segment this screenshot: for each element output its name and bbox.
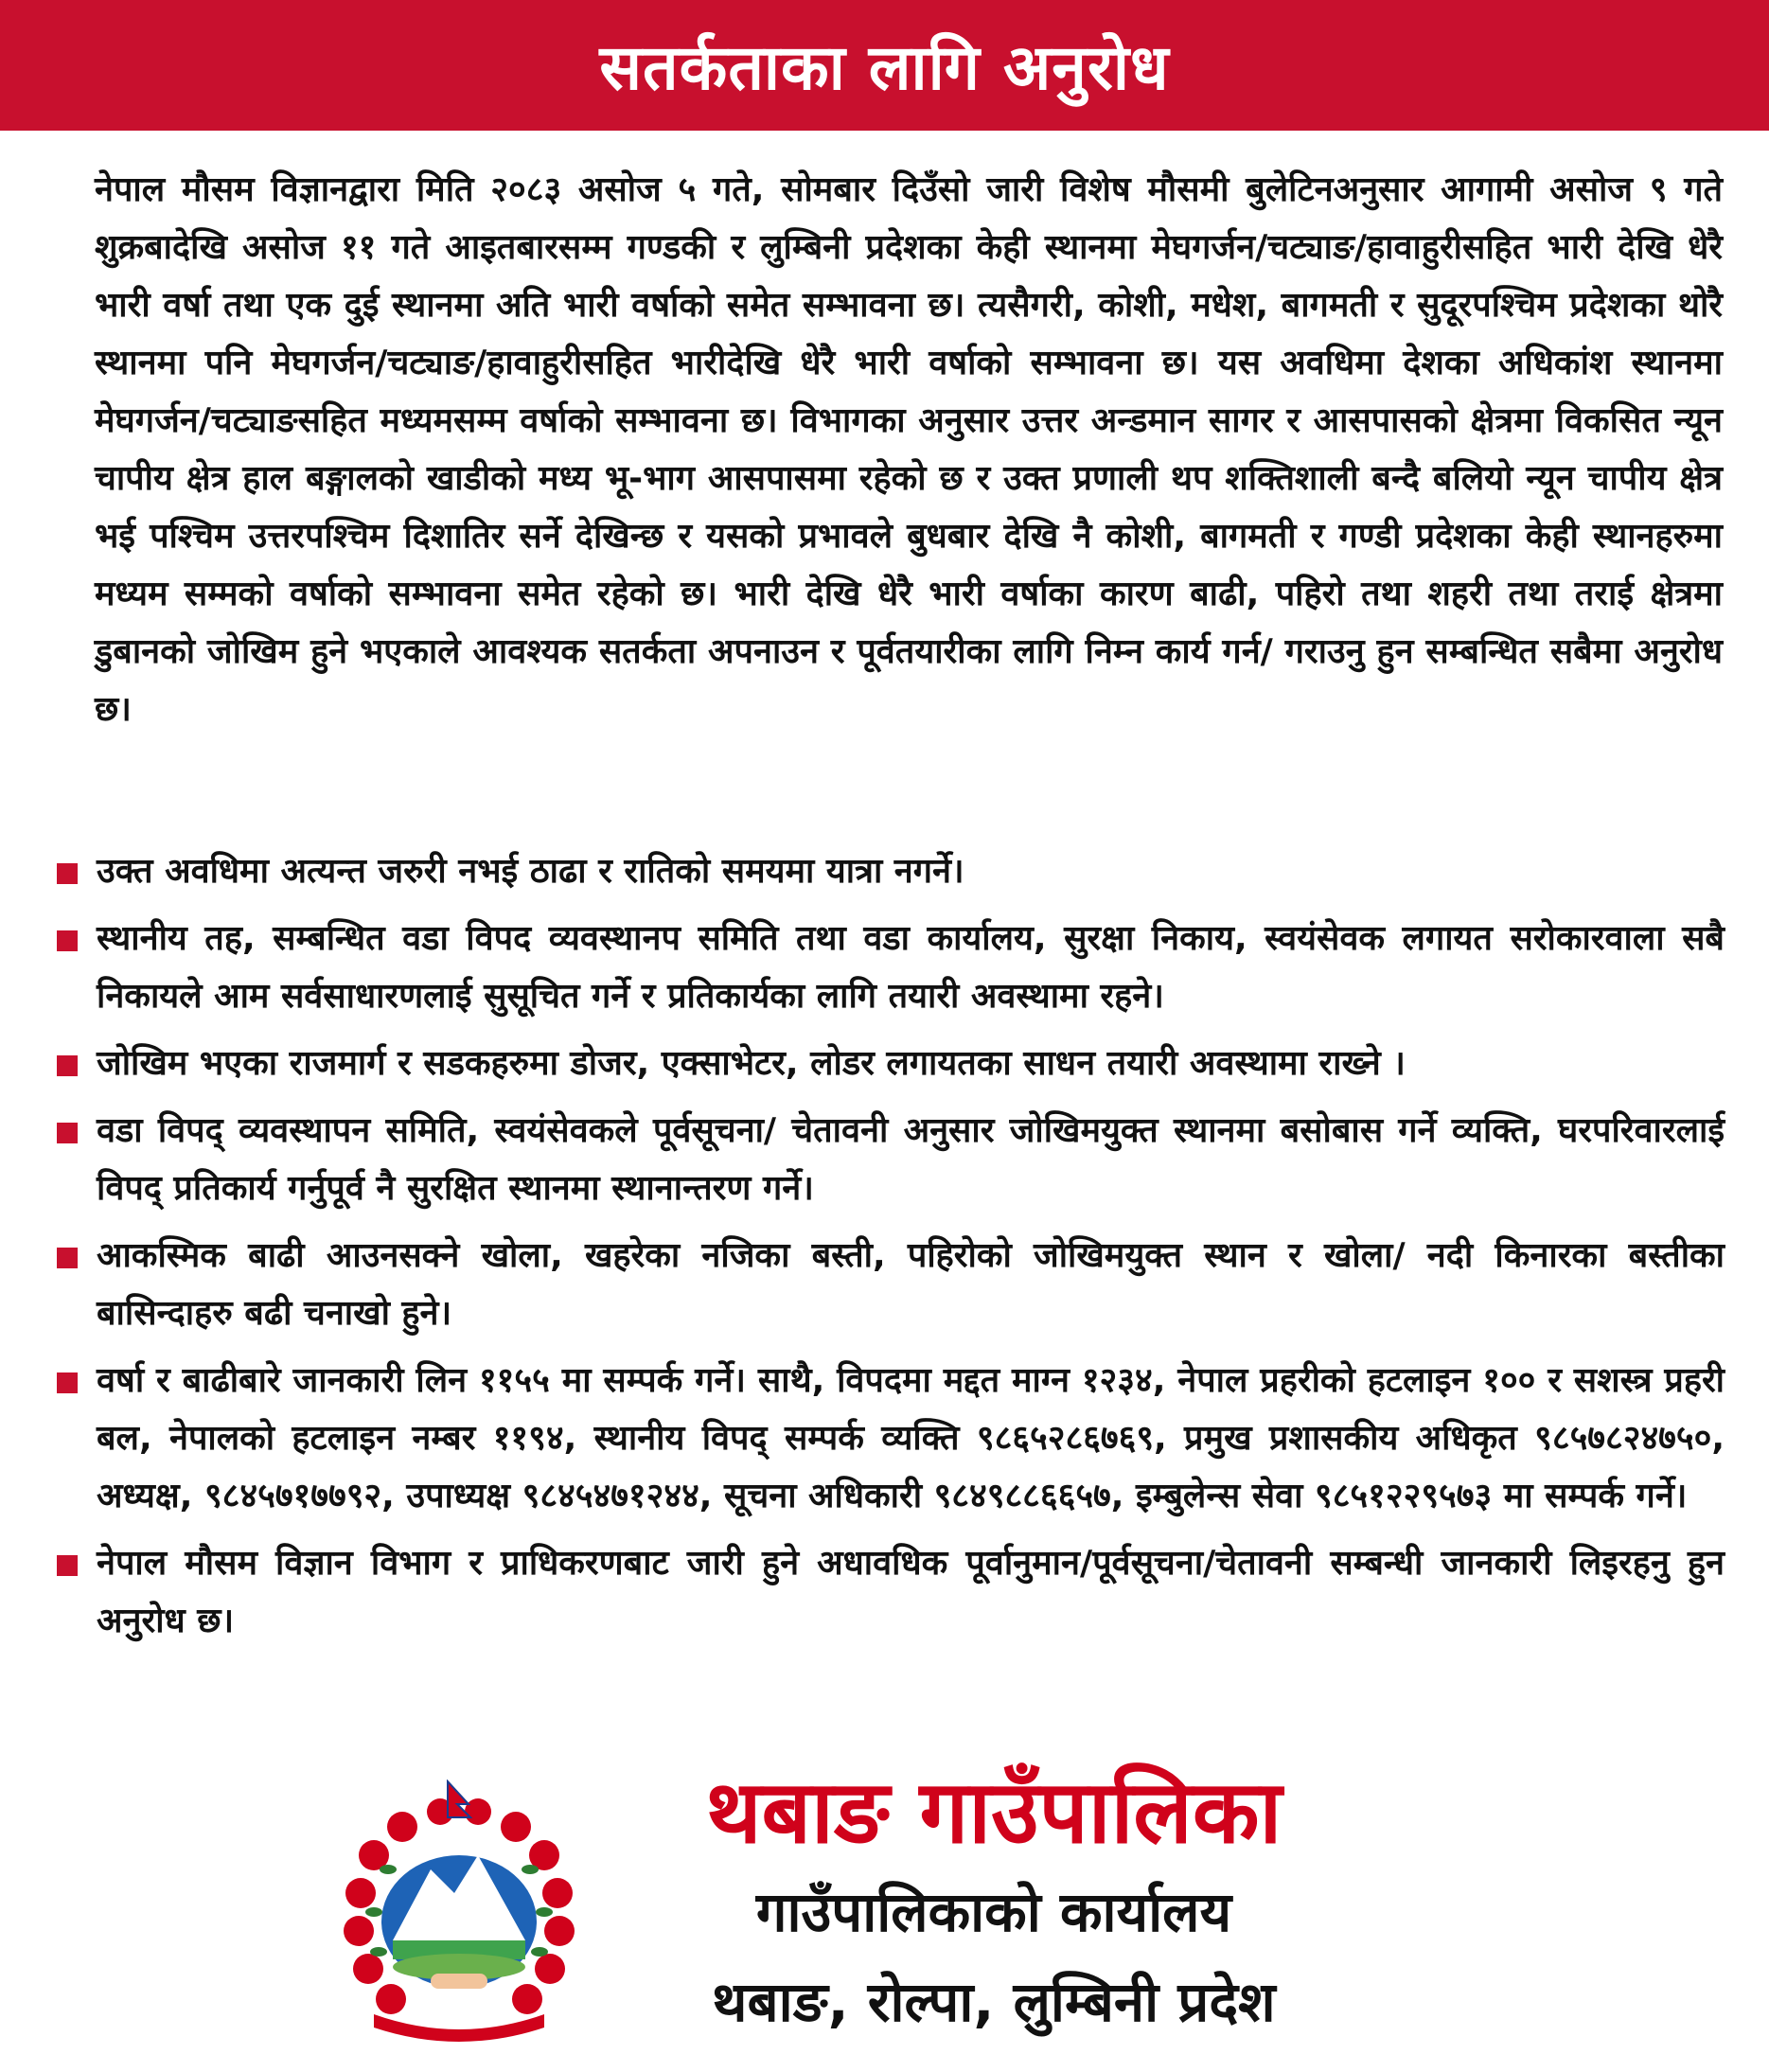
nepal-government-emblem-icon <box>336 1780 582 2045</box>
intro-paragraph: नेपाल मौसम विज्ञानद्वारा मिति २०८३ असोज ५ गते, सोमबार दिउँसो जारी विशेष मौसमी बुलेटिनअनुसार आगामी असोज ९ गते शुक्रबादेखि असोज ११ गते आइतबारसम्म गण्डकी र लुम्बिनी प्रदेशका केही स्थानमा मेघगर्जन/चट्याङ/हावाहुरीसहित भारी देखि धेरै भारी वर्षा तथा एक दुई स्थानमा अति भारी वर्षाको समेत सम्भावना छ। त्यसैगरी, कोशी, मधेश, बागमती र सुदूरपश्चिम प्रदेशका थोरै स्थानमा पनि मेघगर्जन/चट्याङ/हावाहुरीसहित भारीदेखि धेरै भारी वर्षाको सम्भावना छ। यस अवधिमा देशका अधिकांश स्थानमा मेघगर्जन/चट्याङसहित मध्यमसम्म वर्षाको सम्भावना छ। विभागका अनुसार उत्तर अन्डमान सागर र आसपासको क्षेत्रमा विकसित न्यून चापीय क्षेत्र हाल बङ्गालको खाडीको मध्य भू-भाग आसपासमा रहेको छ र उक्त प्रणाली थप शक्तिशाली बन्दै बलियो न्यून चापीय क्षेत्र भई पश्चिम उत्तरपश्चिम दिशातिर सर्ने देखिन्छ र यसको प्रभावले बुधबार देखि नै कोशी, बागमती र गण्डी प्रदेशका केही स्थानहरुमा मध्यम सम्मको वर्षाको सम्भावना समेत रहेको छ। भारी देखि धेरै भारी वर्षाका कारण बाढी, पहिरो तथा शहरी तथा तराई क्षेत्रमा डुबानको जोखिम हुने भएकाले आवश्यक सतर्कता अपनाउन र पूर्वतयारीका लागि निम्न कार्य गर्न/ गराउनु हुन सम्बन्धित सबैमा अनुरोध छ। <box>95 170 1723 729</box>
list-item-text: उक्त अवधिमा अत्यन्त जरुरी नभई ठाढा र रातिको समयमा यात्रा नगर्ने। <box>97 852 964 891</box>
request-list <box>57 842 1725 1659</box>
list-item <box>57 1035 1725 1092</box>
list-item <box>57 1227 1725 1342</box>
organization-name: थबाङ गाउँपालिका <box>705 1762 1283 1863</box>
office-name: गाउँपालिकाको कार्यालय <box>755 1880 1232 1944</box>
list-item <box>57 910 1725 1025</box>
bullet-square-icon <box>57 1055 78 1076</box>
list-item <box>57 1102 1725 1217</box>
list-item-text: स्थानीय तह, सम्बन्धित वडा विपद व्यवस्थानप समिति तथा वडा कार्यालय, सुरक्षा निकाय, स्वयंसेवक लगायत सरोकारवाला सबै निकायले आम सर्वसाधारणलाई सुसूचित गर्ने र प्रतिकार्यका लागि तयारी अवस्थामा रहने। <box>97 919 1725 1016</box>
bullet-square-icon <box>57 930 78 951</box>
list-item-text: नेपाल मौसम विज्ञान विभाग र प्राधिकरणबाट जारी हुने अधावधिक पूर्वानुमान/पूर्वसूचना/चेतावनी सम्बन्धी जानकारी लिइरहनु हुन अनुरोध छ। <box>97 1544 1725 1640</box>
office-address: थबाङ, रोल्पा, लुम्बिनी प्रदेश <box>712 1970 1276 2034</box>
header-banner <box>0 0 1769 131</box>
bullet-square-icon <box>57 1555 78 1576</box>
page-title: सतर्कताका लागि अनुरोध <box>599 31 1170 104</box>
list-item <box>57 1534 1725 1650</box>
signature-block <box>0 1751 1769 2063</box>
bullet-square-icon <box>57 863 78 884</box>
list-item-text: वडा विपद् व्यवस्थापन समिति, स्वयंसेवकले पूर्वसूचना/ चेतावनी अनुसार जोखिमयुक्त स्थानमा बसोबास गर्ने व्यक्ति, घरपरिवारलाई विपद् प्रतिकार्य गर्नुपूर्व नै सुरक्षित स्थानमा स्थानान्तरण गर्ने। <box>97 1111 1725 1208</box>
list-item <box>57 1352 1725 1525</box>
bullet-square-icon <box>57 1372 78 1393</box>
bullet-square-icon <box>57 1248 78 1268</box>
list-item-text: वर्षा र बाढीबारे जानकारी लिन ११५५ मा सम्पर्क गर्ने। साथै, विपदमा मद्दत माग्न १२३४, नेपाल प्रहरीको हटलाइन १०० र सशस्त्र प्रहरी बल, नेपालको हटलाइन नम्बर ११९४, स्थानीय विपद् सम्पर्क व्यक्ति ९८६५२८६७६९, प्रमुख प्रशासकीय अधिकृत ९८५७८२४७५०, अध्यक्ष, ९८४५७१७७९२, उपाध्यक्ष ९८४५४७१२४४, सूचना अधिकारी ९८४९८८६६५७, इम्बुलेन्स सेवा ९८५१२२९५७३ मा सम्पर्क गर्ने। <box>97 1361 1725 1515</box>
bullet-square-icon <box>57 1123 78 1143</box>
list-item <box>57 842 1725 900</box>
list-item-text: आकस्मिक बाढी आउनसक्ने खोला, खहरेका नजिका बस्ती, पहिरोको जोखिमयुक्त स्थान र खोला/ नदी किनारका बस्तीका बासिन्दाहरु बढी चनाखो हुने। <box>97 1236 1725 1333</box>
list-item-text: जोखिम भएका राजमार्ग र सडकहरुमा डोजर, एक्साभेटर, लोडर लगायतका साधन तयारी अवस्थामा राख्ने । <box>97 1044 1406 1083</box>
